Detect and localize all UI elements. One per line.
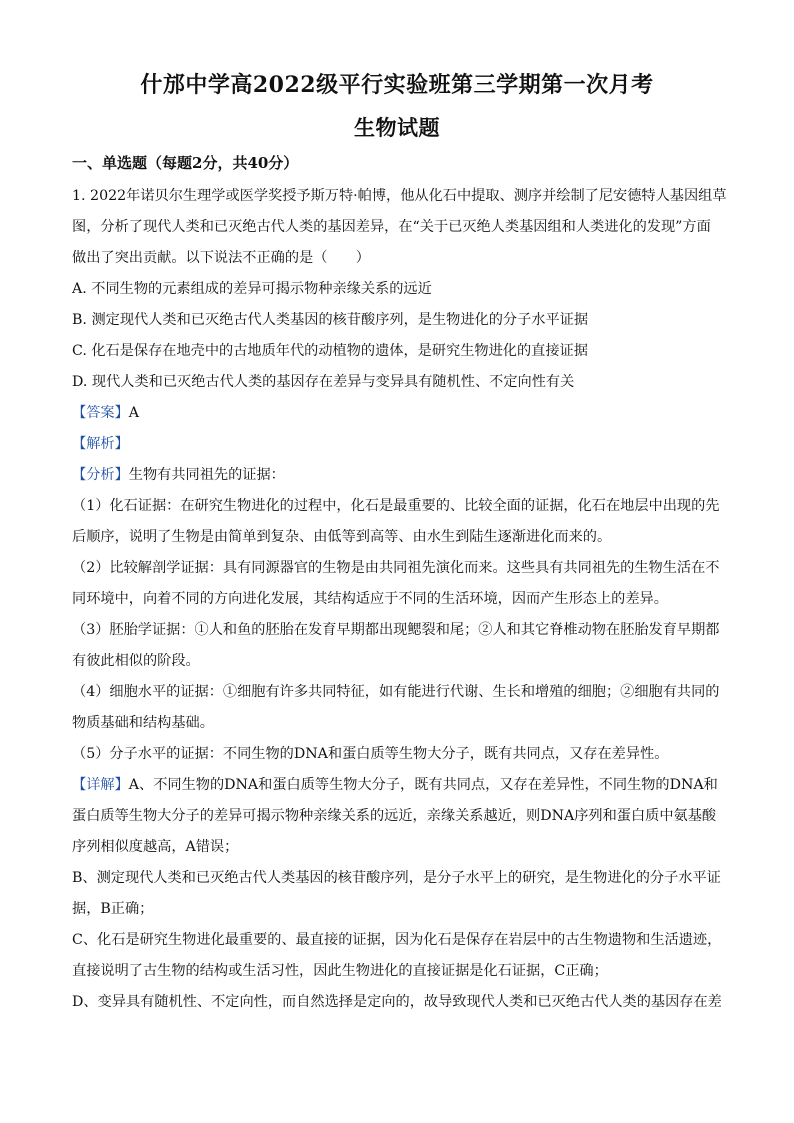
option-d: D. 现代人类和已灭绝古代人类的基因存在差异与变异具有随机性、不定向性有关: [72, 374, 575, 390]
analysis-line: （5）分子水平的证据：不同生物的DNA和蛋白质等生物大分子，既有共同点，又存在差异性。: [72, 746, 669, 762]
answer-value: A: [128, 405, 140, 421]
analysis-line: （2）比较解剖学证据：具有同源器官的生物是由共同祖先演化而来。这些具有共同祖先的生物生活在不: [72, 560, 720, 576]
analysis-line: （3）胚胎学证据：①人和鱼的胚胎在发育早期都出现鳃裂和尾；②人和其它脊椎动物在胚胎发育早期都: [72, 622, 720, 638]
detail-line: 序列相似度越高，A错误；: [72, 839, 239, 855]
detail-line: D、变异具有随机性、不定向性，而自然选择是定向的，故导致现代人类和已灭绝古代人类的基因存在差: [72, 994, 722, 1010]
analysis-line: 有彼此相似的阶段。: [72, 653, 200, 669]
analysis-line: 同环境中，向着不同的方向进化发展，其结构适应于不同的生活环境，因而产生形态上的差异。: [72, 591, 668, 607]
page-title: 什邡中学高2022级平行实验班第三学期第一次月考: [140, 72, 654, 98]
analysis-line: 物质基础和结构基础。: [72, 715, 214, 731]
detail-line: 蛋白质等生物大分子的差异可揭示物种亲缘关系的远近，亲缘关系越近，则DNA序列和蛋白质中氨基酸: [72, 808, 717, 824]
detail-line: 据，B正确；: [72, 901, 154, 917]
answer-line: [72, 403, 139, 423]
section-heading: 一、单选题（每题2分，共40分）: [72, 154, 299, 172]
analysis-line: 后顺序，说明了生物是由简单到复杂、由低等到高等、由水生到陆生逐渐进化而来的。: [72, 529, 612, 545]
analysis-line: （4）细胞水平的证据：①细胞有许多共同特征，如有能进行代谢、生长和增殖的细胞；②细胞有共同的: [72, 684, 720, 700]
analysis-intro-line: [72, 465, 285, 485]
analysis-sub-tag: 【分析】: [72, 467, 129, 483]
question-stem-line: 图，分析了现代人类和已灭绝古代人类的基因差异，在“关于已灭绝人类基因组和人类进化的发现”方面: [72, 219, 711, 235]
question-stem-line: 1. 2022年诺贝尔生理学或医学奖授予斯万特·帕博，他从化石中提取、测序并绘制了尼安德特人基因组草: [72, 188, 727, 204]
detail-text: A、不同生物的DNA和蛋白质等生物大分子，既有共同点，又存在差异性，不同生物的DNA和: [128, 777, 718, 793]
option-b: B. 测定现代人类和已灭绝古代人类基因的核苷酸序列，是生物进化的分子水平证据: [72, 312, 589, 328]
option-c: C. 化石是保存在地壳中的古地质年代的动植物的遗体，是研究生物进化的直接证据: [72, 343, 588, 359]
page-subtitle: 生物试题: [354, 115, 440, 140]
detail-line: B、测定现代人类和已灭绝古代人类基因的核苷酸序列，是分子水平上的研究，是生物进化的分子水平证: [72, 870, 721, 886]
analysis-line: （1）化石证据：在研究生物进化的过程中，化石是最重要的、比较全面的证据，化石在地层中出现的先: [72, 498, 720, 514]
option-a: A. 不同生物的元素组成的差异可揭示物种亲缘关系的远近: [72, 281, 432, 297]
analysis-intro: 生物有共同祖先的证据：: [128, 467, 285, 483]
detail-line: C、化石是研究生物进化最重要的、最直接的证据，因为化石是保存在岩层中的古生物遗物和生活遗迹，: [72, 932, 722, 948]
analysis-tag: 【解析】: [72, 436, 129, 452]
answer-tag: 【答案】: [72, 405, 129, 421]
question-stem-line: 做出了突出贡献。以下说法不正确的是（ ）: [72, 250, 370, 266]
detail-first-line: [72, 775, 718, 795]
detail-tag: 【详解】: [72, 777, 129, 793]
detail-line: 直接说明了古生物的结构或生活习性，因此生物进化的直接证据是化石证据，C正确；: [72, 963, 608, 979]
